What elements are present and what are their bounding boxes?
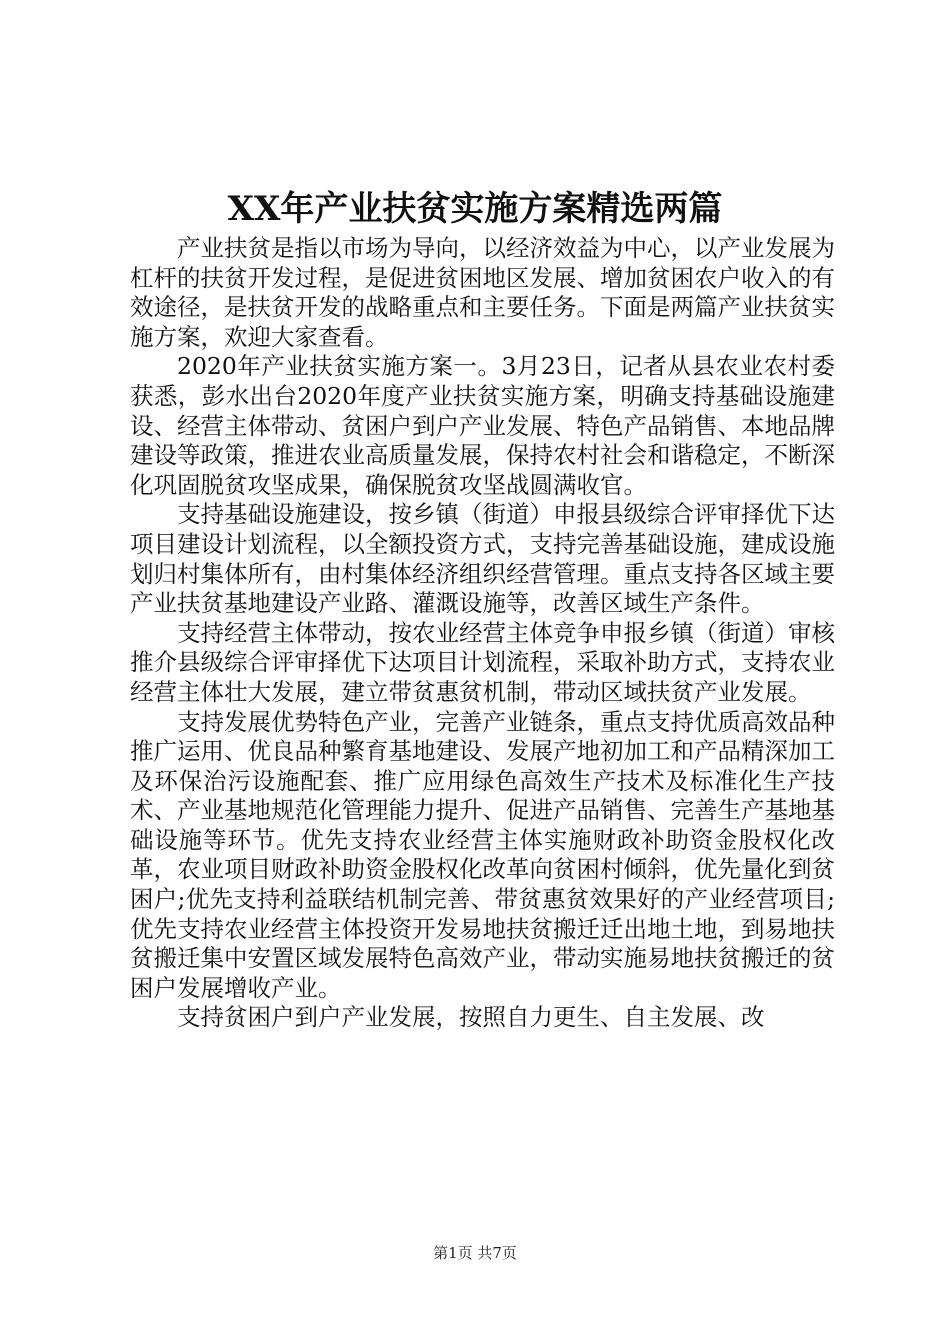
document-body: [130, 234, 835, 1033]
paragraph-infrastructure: 支持基础设施建设，按乡镇（街道）申报县级综合评审择优下达项目建设计划流程，以全额投资方式，支持完善基础设施，建成设施划归村集体所有，由村集体经济组织经营管理。重点支持各区域主要产业扶贫基地建设产业路、灌溉设施等，改善区域生产条件。: [130, 500, 835, 618]
paragraph-plan-one: 2020年产业扶贫实施方案一。3月23日，记者从县农业农村委获悉，彭水出台2020年度产业扶贫实施方案，明确支持基础设施建设、经营主体带动、贫困户到户产业发展、特色产品销售、本地品牌建设等政策，推进农业高质量发展，保持农村社会和谐稳定，不断深化巩固脱贫攻坚成果，确保脱贫攻坚战圆满收官。: [130, 352, 835, 499]
paragraph-household-industry: 支持贫困户到户产业发展，按照自力更生、自主发展、改: [177, 1003, 765, 1032]
paragraph-intro: 产业扶贫是指以市场为导向，以经济效益为中心，以产业发展为杠杆的扶贫开发过程，是促进贫困地区发展、增加贫困农户收入的有效途径，是扶贫开发的战略重点和主要任务。下面是两篇产业扶贫实施方案，欢迎大家查看。: [130, 234, 835, 351]
page-number-footer: 第1页 共7页: [433, 1244, 517, 1262]
paragraph-specialty-industries: 支持发展优势特色产业，完善产业链条，重点支持优质高效品种推广运用、优良品种繁育基地建设、发展产地初加工和产品精深加工及环保治污设施配套、推广应用绿色高效生产技术及标准化生产技术、产业基地规范化管理能力提升、促进产品销售、完善生产基地基础设施等环节。优先支持农业经营主体实施财政补助资金股权化改革，农业项目财政补助资金股权化改革向贫困村倾斜，优先量化到贫困户;优先支持利益联结机制完善、带贫惠贫效果好的产业经营项目;优先支持农业经营主体投资开发易地扶贫搬迁迁出地土地，到易地扶贫搬迁集中安置区域发展特色高效产业，带动实施易地扶贫搬迁的贫困户发展增收产业。: [130, 707, 835, 1002]
paragraph-business-entities: 支持经营主体带动，按农业经营主体竞争申报乡镇（街道）审核推介县级综合评审择优下达项目计划流程，采取补助方式，支持农业经营主体壮大发展，建立带贫惠贫机制，带动区域扶贫产业发展。: [130, 618, 835, 706]
page-title: XX年产业扶贫实施方案精选两篇: [227, 189, 723, 229]
